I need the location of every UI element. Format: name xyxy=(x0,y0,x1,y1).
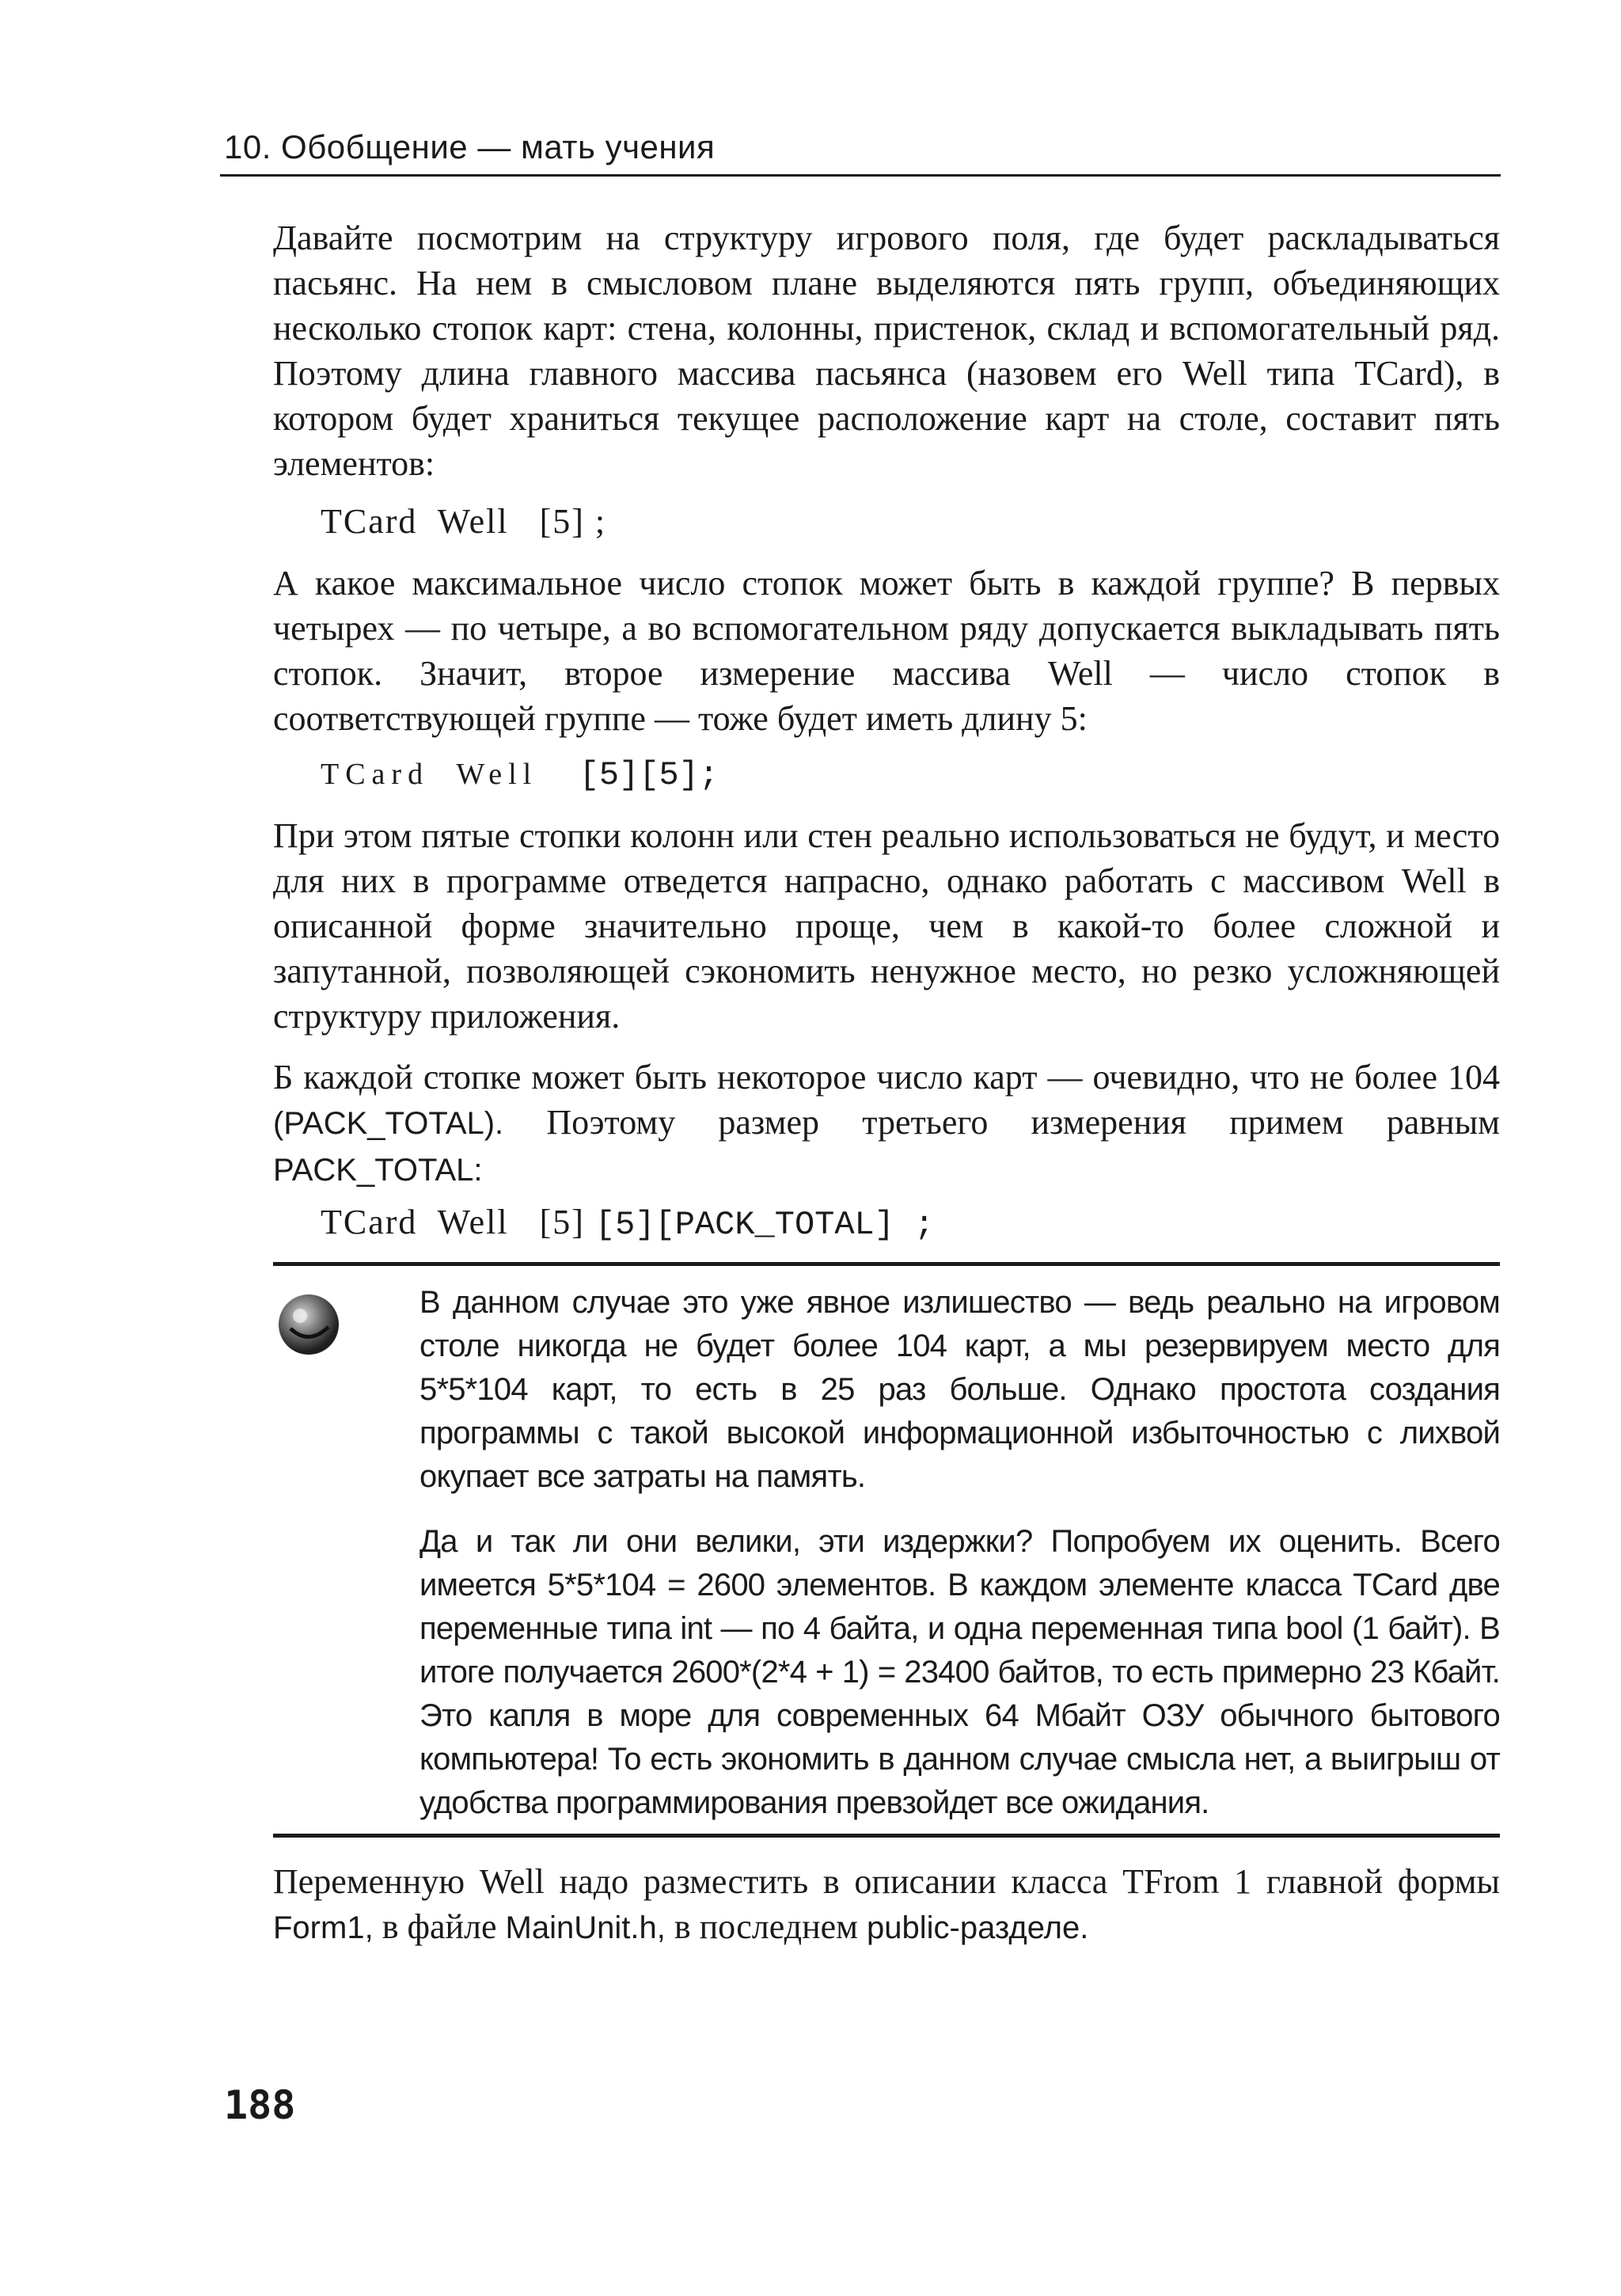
pack-total-ref: (PACK_TOTAL). xyxy=(273,1106,504,1141)
public-section: public-разделе. xyxy=(867,1910,1089,1945)
note-icon xyxy=(273,1289,344,1360)
code-line-2-dims: [5][5]; xyxy=(579,756,719,794)
file-name: MainUnit.h, xyxy=(505,1910,666,1945)
code-line-2 xyxy=(321,756,719,794)
paragraph-4-part-2: Поэтому размер третьего измерения примем равным xyxy=(503,1103,1500,1142)
form-name: Form1, xyxy=(273,1910,374,1945)
paragraph-2: А какое максимальное число стопок может быть в каждой группе? В первых четырех — по четыре, а во вспомогательном ряду допускается выкладывать пять стопок. Значит, второе измерение массива Well — число стопок в соответствующей группе — тоже будет иметь длину 5: xyxy=(273,564,1500,738)
code-line-3 xyxy=(321,1202,934,1244)
paragraph-5-part-1: Переменную Well надо разместить в описании класса TFrom 1 главной формы xyxy=(273,1862,1500,1901)
page-number: 188 xyxy=(224,2082,296,2128)
code-line-3-dims: [5][PACK_TOTAL] ; xyxy=(594,1206,935,1244)
paragraph-4 xyxy=(273,1055,1500,1193)
note-paragraph-2: Да и так ли они велики, эти издержки? Попробуем их оценить. Всего имеется 5*5*104 = 2600 элементов. В каждом элементе класса TCard две переменные типа int — по 4 байта, и одна переменная типа bool (1 байт). В итоге получается 2600*(2*4 + 1) = 23400 байтов, то есть примерно 23 Кбайт. Это капля в море для современных 64 Мбайт ОЗУ обычного бытового компьютера! То есть экономить в данном случае смысла нет, а выигрыш от удобства программирования превзойдет все ожидания. xyxy=(419,1524,1500,1820)
paragraph-4-part-1: Б каждой стопке может быть некоторое число карт — очевидно, что не более 104 xyxy=(273,1058,1500,1097)
pack-total-ref-2: PACK_TOTAL: xyxy=(273,1153,483,1188)
code-line-2-decl: TCard Well xyxy=(321,758,579,791)
paragraph-5-part-2: в файле xyxy=(373,1907,506,1946)
paragraph-5 xyxy=(273,1859,1500,1951)
note-bottom-rule xyxy=(273,1834,1500,1838)
running-head: 10. Обобщение — мать учения xyxy=(224,128,716,165)
note-paragraph-1: В данном случае это уже явное излишество — ведь реально на игровом столе никогда не будет более 104 карт, а мы резервируем место для 5*5*104 карт, то есть в 25 раз больше. Однако простота создания программы с такой высокой информационной избыточностью с лихвой окупает все затраты на память. xyxy=(419,1285,1500,1494)
code-line-3-decl: TCard Well [5] xyxy=(321,1203,595,1241)
note-top-rule xyxy=(273,1262,1500,1266)
header-rule xyxy=(220,174,1501,177)
paragraph-5-part-3: в последнем xyxy=(665,1907,867,1946)
code-line-1: TCard Well [5] ; xyxy=(321,502,607,541)
paragraph-3: При этом пятые стопки колонн или стен реально использоваться не будут, и место для них в программе отведется напрасно, однако работать с массивом Well в описанной форме значительно проще, чем в какой-то более сложной и запутанной, позволяющей сэкономить ненужное место, но резко усложняющей структуру приложения. xyxy=(273,816,1500,1036)
paragraph-1: Давайте посмотрим на структуру игрового поля, где будет раскладываться пасьянс. На нем в смысловом плане выделяются пять групп, объединяющих несколько стопок карт: стена, колонны, пристенок, склад и вспомогательный ряд. Поэтому длина главного массива пасьянса (назовем его Well типа TCard), в котором будет храниться текущее расположение карт на столе, составит пять элементов: xyxy=(273,219,1500,483)
